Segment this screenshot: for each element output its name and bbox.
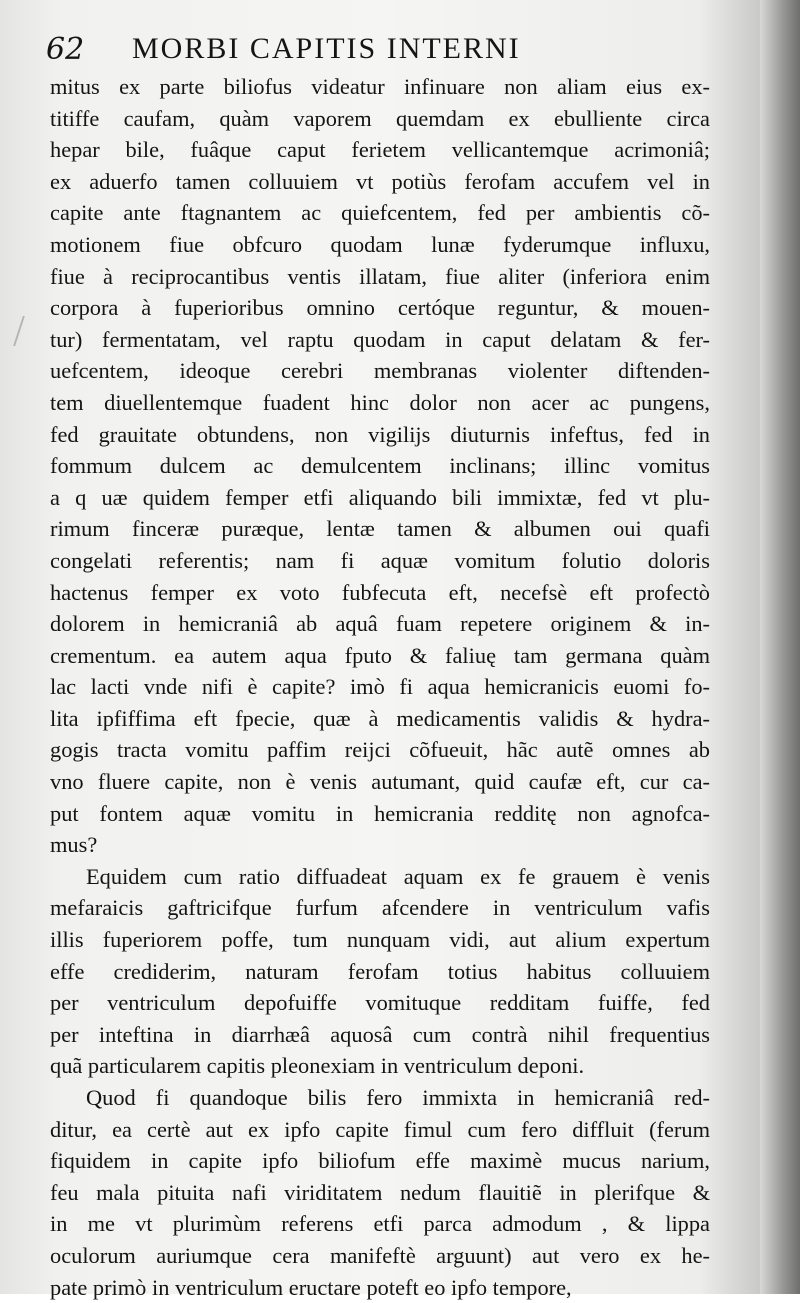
text-line: oculorum auriumque cera manifeftè arguunt) aut vero ex he- [50,1242,710,1268]
text-line: effe crediderim, naturam ferofam totius habitus colluuiem [50,958,710,984]
body-text [50,71,710,1303]
text-line: fiquidem in capite ipfo biliofum effe maximè mucus narium, [50,1148,710,1174]
text-line: corpora à fuperioribus omnino certóque reguntur, & mouen- [50,295,710,321]
text-line: lac lacti vnde nifi è capite? imò fi aqua hemicranicis euomi fo- [50,674,710,700]
text-line: ex aduerfo tamen colluuiem vt potiùs ferofam accufem vel in [50,168,710,194]
text-line: feu mala pituita nafi viriditatem nedum flauitiẽ in plerifque & [50,1179,710,1205]
text-line: put fontem aquæ vomitu in hemicrania redditę non agnofca- [50,800,710,826]
text-line: dolorem in hemicraniâ ab aquâ fuam repetere originem & in- [50,611,710,637]
text-line: gogis tracta vomitu paffim reijci cõfueuit, hãc autẽ omnes ab [50,737,710,763]
text-line: tur) fermentatam, vel raptu quodam in caput delatam & fer- [50,326,710,352]
text-line: crementum. ea autem aqua fputo & faliuę tam germana quàm [50,642,710,668]
text-line: congelati referentis; nam fi aquæ vomitum folutio doloris [50,547,710,573]
text-line: fommum dulcem ac demulcentem inclinans; illinc vomitus [50,453,710,479]
text-line: Quod fi quandoque bilis fero immixta in hemicraniâ red- [86,1085,710,1110]
book-gutter-shadow [760,0,800,1294]
text-line: fed grauitate obtundens, non vigilijs diuturnis infeftus, fed in [50,421,710,447]
text-line: vno fluere capite, non è venis autumant, quid caufæ eft, cur ca- [50,769,710,795]
text-line: lita ipfiffima eft fpecie, quæ à medicamentis validis & hydra- [50,705,710,731]
page-number: 62 [46,32,85,67]
text-line: tem diuellentemque fuadent hinc dolor non acer ac pungens, [50,389,710,415]
text-line: motionem fiue obfcuro quodam lunæ fyderumque influxu, [50,231,710,257]
page-header [46,30,666,74]
text-line: titiffe caufam, quàm vaporem quemdam ex ebulliente circa [50,105,710,131]
text-line: fiue à reciprocantibus ventis illatam, fiue aliter (inferiora enim [50,263,710,289]
text-line: in me vt plurimùm referens etfi parca admodum , & lippa [50,1211,710,1237]
text-line: per inteftina in diarrhæâ aquosâ cum contrà nihil frequentius [50,1021,710,1047]
text-line: pate primò in ventriculum eructare poteft eo ipfo tempore, [50,1274,572,1300]
running-title: MORBI CAPITIS INTERNI [132,32,521,65]
text-line: mefaraicis gaftricifque furfum afcendere in ventriculum vafis [50,895,710,921]
text-line: Equidem cum ratio diffuadeat aquam ex fe grauem è venis [86,863,710,889]
text-line: mitus ex parte biliofus videatur infinuare non aliam eius ex- [50,74,710,99]
text-line: per ventriculum depofuiffe vomituque redditam fuiffe, fed [50,990,710,1016]
text-line: a q uæ quidem femper etfi aliquando bili immixtæ, fed vt plu- [50,484,710,510]
text-line: uefcentem, ideoque cerebri membranas violenter diftenden- [50,358,710,384]
text-line: rimum finceræ puræque, lentæ tamen & albumen oui quafi [50,516,710,542]
text-line: hactenus femper ex voto fubfecuta eft, necefsè eft profectò [50,579,710,605]
text-line: capite ante ftagnantem ac quiefcentem, fed per ambientis cõ- [50,200,710,226]
text-line: mus? [50,832,98,858]
text-line: ditur, ea certè aut ex ipfo capite fimul cum fero diffluit (ferum [50,1116,710,1142]
text-line: quã particularem capitis pleonexiam in ventriculum deponi. [50,1053,585,1079]
text-line: illis fuperiorem poffe, tum nunquam vidi, aut alium expertum [50,927,710,953]
text-line: hepar bile, fuâque caput ferietem vellicantemque acrimoniâ; [50,137,710,163]
